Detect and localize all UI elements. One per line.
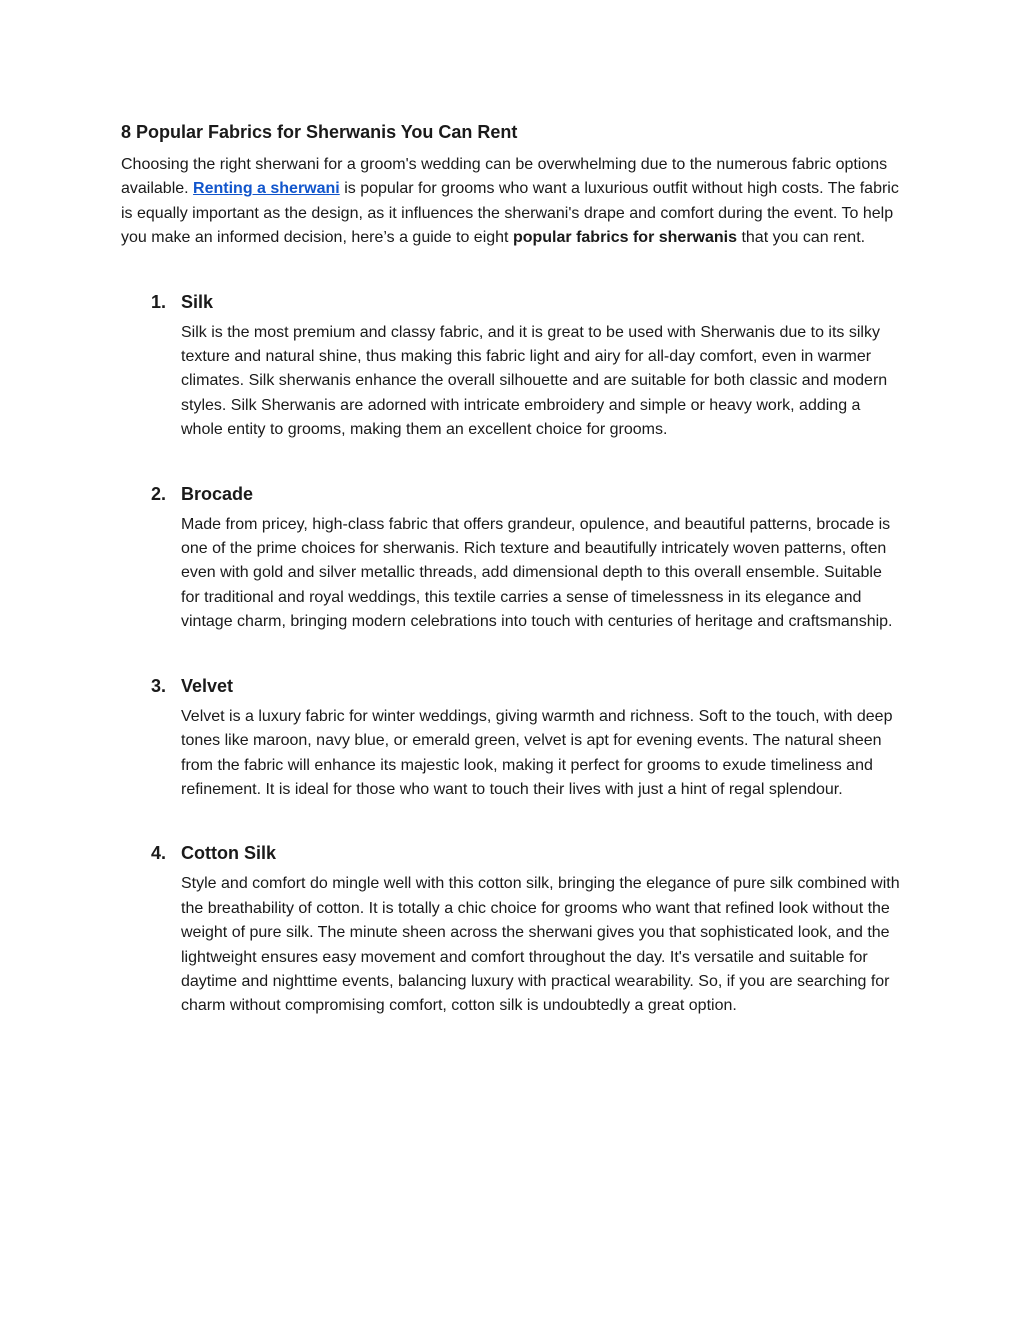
page-title: 8 Popular Fabrics for Sherwanis You Can Rent bbox=[121, 122, 518, 142]
section-heading bbox=[151, 839, 901, 867]
intro-text-1: Choosing the right sherwani for a groom's wedding can be overwhelming due to the numerous fabric options available. bbox=[121, 156, 888, 198]
section-heading-text: Silk bbox=[181, 291, 214, 312]
section-heading bbox=[151, 672, 901, 700]
renting-sherwani-link[interactable]: Renting a sherwani bbox=[193, 180, 340, 198]
section-number: 4. bbox=[151, 843, 167, 864]
intro-text-3: that you can rent. bbox=[737, 229, 866, 247]
list-item-velvet bbox=[121, 672, 901, 803]
section-body: Velvet is a luxury fabric for winter weddings, giving warmth and richness. Soft to the touch, with deep tones like maroon, navy blue, or emerald green, velvet is apt for evening events. The natural sheen from the fabric will enhance its majestic look, making it perfect for grooms to exude timeliness and refinement. It is ideal for those who want to touch their lives with just a hint of regal splendour. bbox=[181, 707, 893, 798]
section-heading-text: Velvet bbox=[181, 675, 234, 696]
list-item-brocade bbox=[121, 480, 901, 635]
intro-bold-text: popular fabrics for sherwanis bbox=[512, 229, 738, 247]
section-heading bbox=[151, 480, 901, 508]
section-number: 1. bbox=[151, 291, 167, 312]
section-number: 2. bbox=[151, 483, 167, 504]
fabric-list bbox=[121, 288, 901, 1019]
list-item-silk bbox=[121, 288, 901, 443]
intro-paragraph bbox=[121, 153, 901, 251]
section-body: Style and comfort do mingle well with this cotton silk, bringing the elegance of pure silk combined with the breathability of cotton. It is totally a chic choice for grooms who want that refined look without the weight of pure silk. The minute sheen across the sherwani gives you that sophisticated look, and the lightweight ensures easy movement and comfort throughout the day. It's versatile and suitable for daytime and nighttime events, balancing luxury with practical wearability. So, if you are searching for charm without compromising comfort, cotton silk is undoubtedly a great option. bbox=[181, 875, 900, 1015]
section-heading-text: Cotton Silk bbox=[181, 843, 276, 864]
document-page bbox=[121, 118, 901, 1019]
intro-text-2: is popular for grooms who want a luxurious outfit without high costs. The fabric is equally important as the design, as it influences the sherwani's drape and comfort during the event. To help you make an informed decision, here’s a guide to eight bbox=[121, 180, 899, 247]
section-body: Silk is the most premium and classy fabric, and it is great to be used with Sherwanis due to its silky texture and natural shine, thus making this fabric light and airy for all-day comfort, even in warmer climates. Silk sherwanis enhance the overall silhouette and are suitable for both classic and modern styles. Silk Sherwanis are adorned with intricate embroidery and simple or heavy work, adding a whole entity to grooms, making them an excellent choice for grooms. bbox=[181, 323, 888, 439]
list-item-cotton-silk bbox=[121, 839, 901, 1018]
section-heading-text: Brocade bbox=[181, 483, 254, 504]
section-body: Made from pricey, high-class fabric that offers grandeur, opulence, and beautiful patterns, brocade is one of the prime choices for sherwanis. Rich texture and beautifully intricately woven patterns, often even with gold and silver metallic threads, add dimensional depth to this overall ensemble. Suitable for traditional and royal weddings, this textile carries a sense of timelessness in its elegance and vintage charm, bringing modern celebrations into touch with centuries of heritage and craftsmanship. bbox=[181, 515, 893, 631]
section-heading bbox=[151, 288, 901, 316]
section-number: 3. bbox=[151, 675, 167, 696]
